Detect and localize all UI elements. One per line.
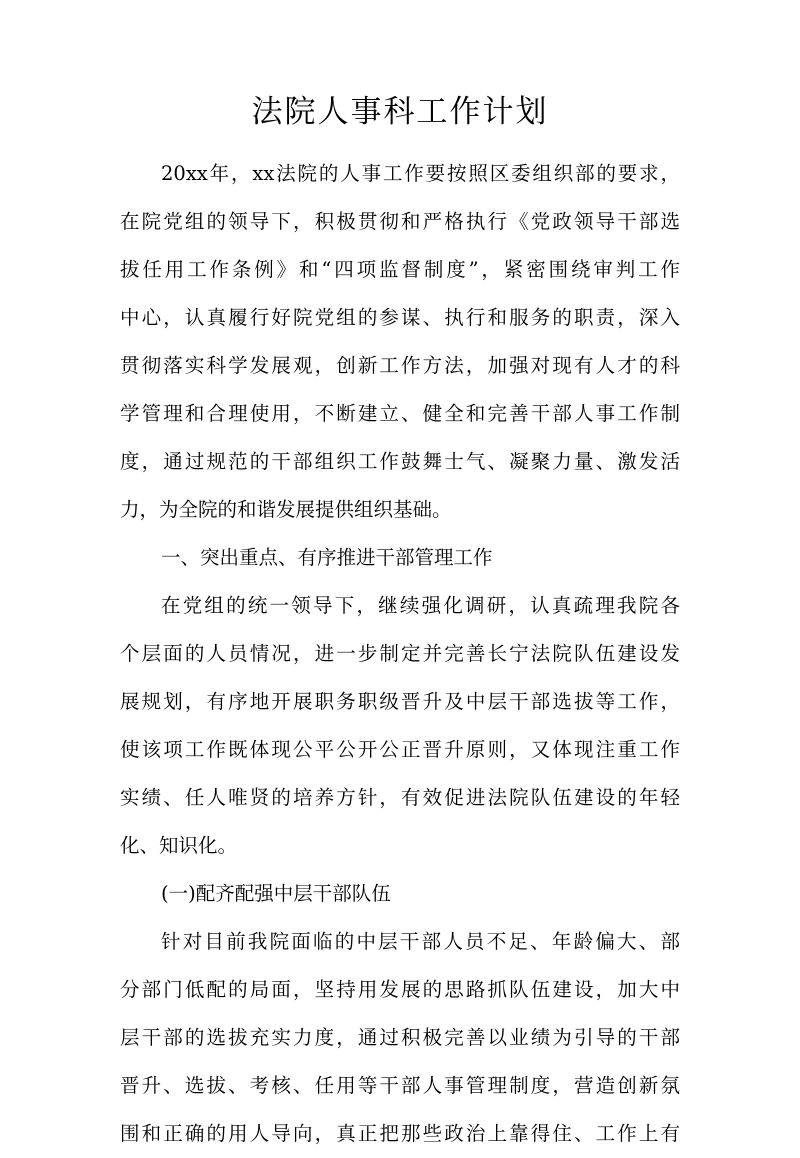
text-line: 实绩、任人唯贤的培养方针，有效促进法院队伍建设的年轻	[120, 786, 680, 809]
text-line: 度，通过规范的干部组织工作鼓舞士气、凝聚力量、激发活	[120, 450, 680, 473]
text-line: 中心，认真履行好院党组的参谋、执行和服务的职责，深入	[120, 306, 680, 329]
document-body	[120, 150, 680, 1158]
text-line: 围和正确的用人导向，真正把那些政治上靠得住、工作上有	[120, 1122, 680, 1145]
text-line: 层干部的选拔充实力度，通过积极完善以业绩为引导的干部	[120, 1026, 680, 1049]
text-line: 针对目前我院面临的中层干部人员不足、年龄偏大、部	[161, 930, 680, 953]
text-line: 分部门低配的局面，坚持用发展的思路抓队伍建设，加大中	[120, 978, 680, 1001]
text-line: 一、突出重点、有序推进干部管理工作	[161, 546, 493, 569]
text-line: 学管理和合理使用，不断建立、健全和完善干部人事工作制	[120, 402, 680, 425]
text-line: 在院党组的领导下，积极贯彻和严格执行《党政领导干部选	[120, 210, 680, 233]
text-line: 展规划，有序地开展职务职级晋升及中层干部选拔等工作，	[120, 690, 680, 713]
document-title: 法院人事科工作计划	[251, 94, 549, 130]
text-line: 在党组的统一领导下，继续强化调研，认真疏理我院各	[161, 594, 680, 617]
text-line: 贯彻落实科学发展观，创新工作方法，加强对现有人才的科	[120, 354, 680, 377]
text-line: 化、知识化。	[120, 834, 238, 857]
text-line: (一)配齐配强中层干部队伍	[161, 882, 391, 905]
text-line: 力，为全院的和谐发展提供组织基础。	[120, 498, 452, 521]
text-line: 20xx年，xx法院的人事工作要按照区委组织部的要求，	[161, 162, 680, 185]
text-line: 晋升、选拔、考核、任用等干部人事管理制度，营造创新氛	[120, 1074, 680, 1097]
text-line: 使该项工作既体现公平公开公正晋升原则，又体现注重工作	[120, 738, 680, 761]
text-line: 个层面的人员情况，进一步制定并完善长宁法院队伍建设发	[120, 642, 680, 665]
text-line: 拔任用工作条例》和“四项监督制度”，紧密围绕审判工作	[120, 258, 680, 281]
